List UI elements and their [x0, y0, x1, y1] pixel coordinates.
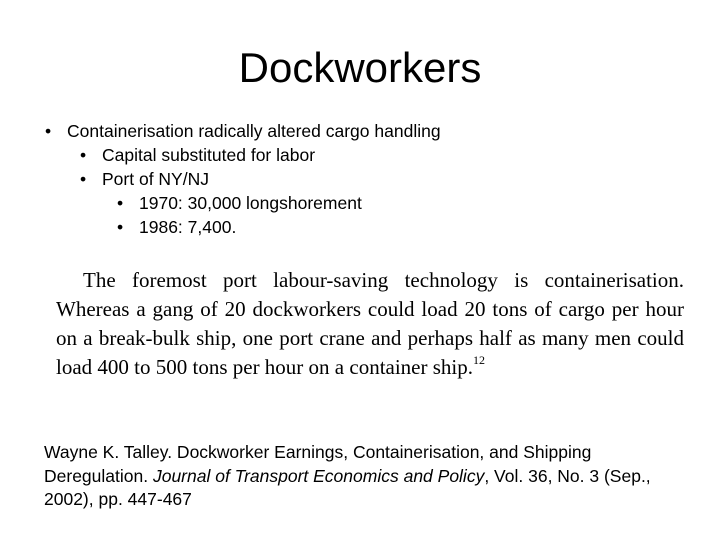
bullet-text: Containerisation radically altered cargo handling — [67, 121, 441, 141]
bullet-capital — [80, 143, 316, 167]
bullet-marker: • — [80, 145, 87, 165]
quote-line-4 — [56, 353, 684, 382]
citation — [44, 441, 694, 512]
bullet-containerisation — [45, 119, 441, 143]
quote-line-1: The foremost port labour-saving technology is containerisation. — [83, 268, 684, 292]
quote-line-4-text: load 400 to 500 tons per hour on a container ship. — [56, 355, 474, 379]
quote-block — [56, 266, 684, 382]
bullet-text: Capital substituted for labor — [102, 145, 316, 165]
bullet-marker: • — [80, 169, 87, 189]
slide-title: Dockworkers — [238, 44, 482, 91]
bullet-1986 — [117, 215, 237, 239]
bullet-1970 — [117, 191, 362, 215]
quote-line-2: Whereas a gang of 20 dockworkers could load 20 tons of cargo per hour — [56, 297, 684, 321]
citation-journal: Journal of Transport Economics and Policy — [152, 465, 485, 486]
bullet-marker: • — [117, 217, 124, 237]
bullet-text: Port of NY/NJ — [102, 169, 209, 189]
bullet-port — [80, 167, 209, 191]
citation-volume: , Vol. 36, No. 3 (Sep., 2002), pp. 447-467 — [44, 465, 651, 509]
quote-line-3: on a break-bulk ship, one port crane and perhaps half as many men could — [56, 326, 684, 350]
bullet-marker: • — [45, 121, 52, 141]
bullet-text: 1970: 30,000 longshorement — [139, 193, 362, 213]
citation-author-title: Wayne K. Talley. Dockworker Earnings, Containerisation, and Shipping Deregulation. — [44, 442, 592, 486]
bullet-marker: • — [117, 193, 124, 213]
bullet-text: 1986: 7,400. — [139, 217, 237, 237]
footnote-marker: 12 — [473, 353, 486, 367]
